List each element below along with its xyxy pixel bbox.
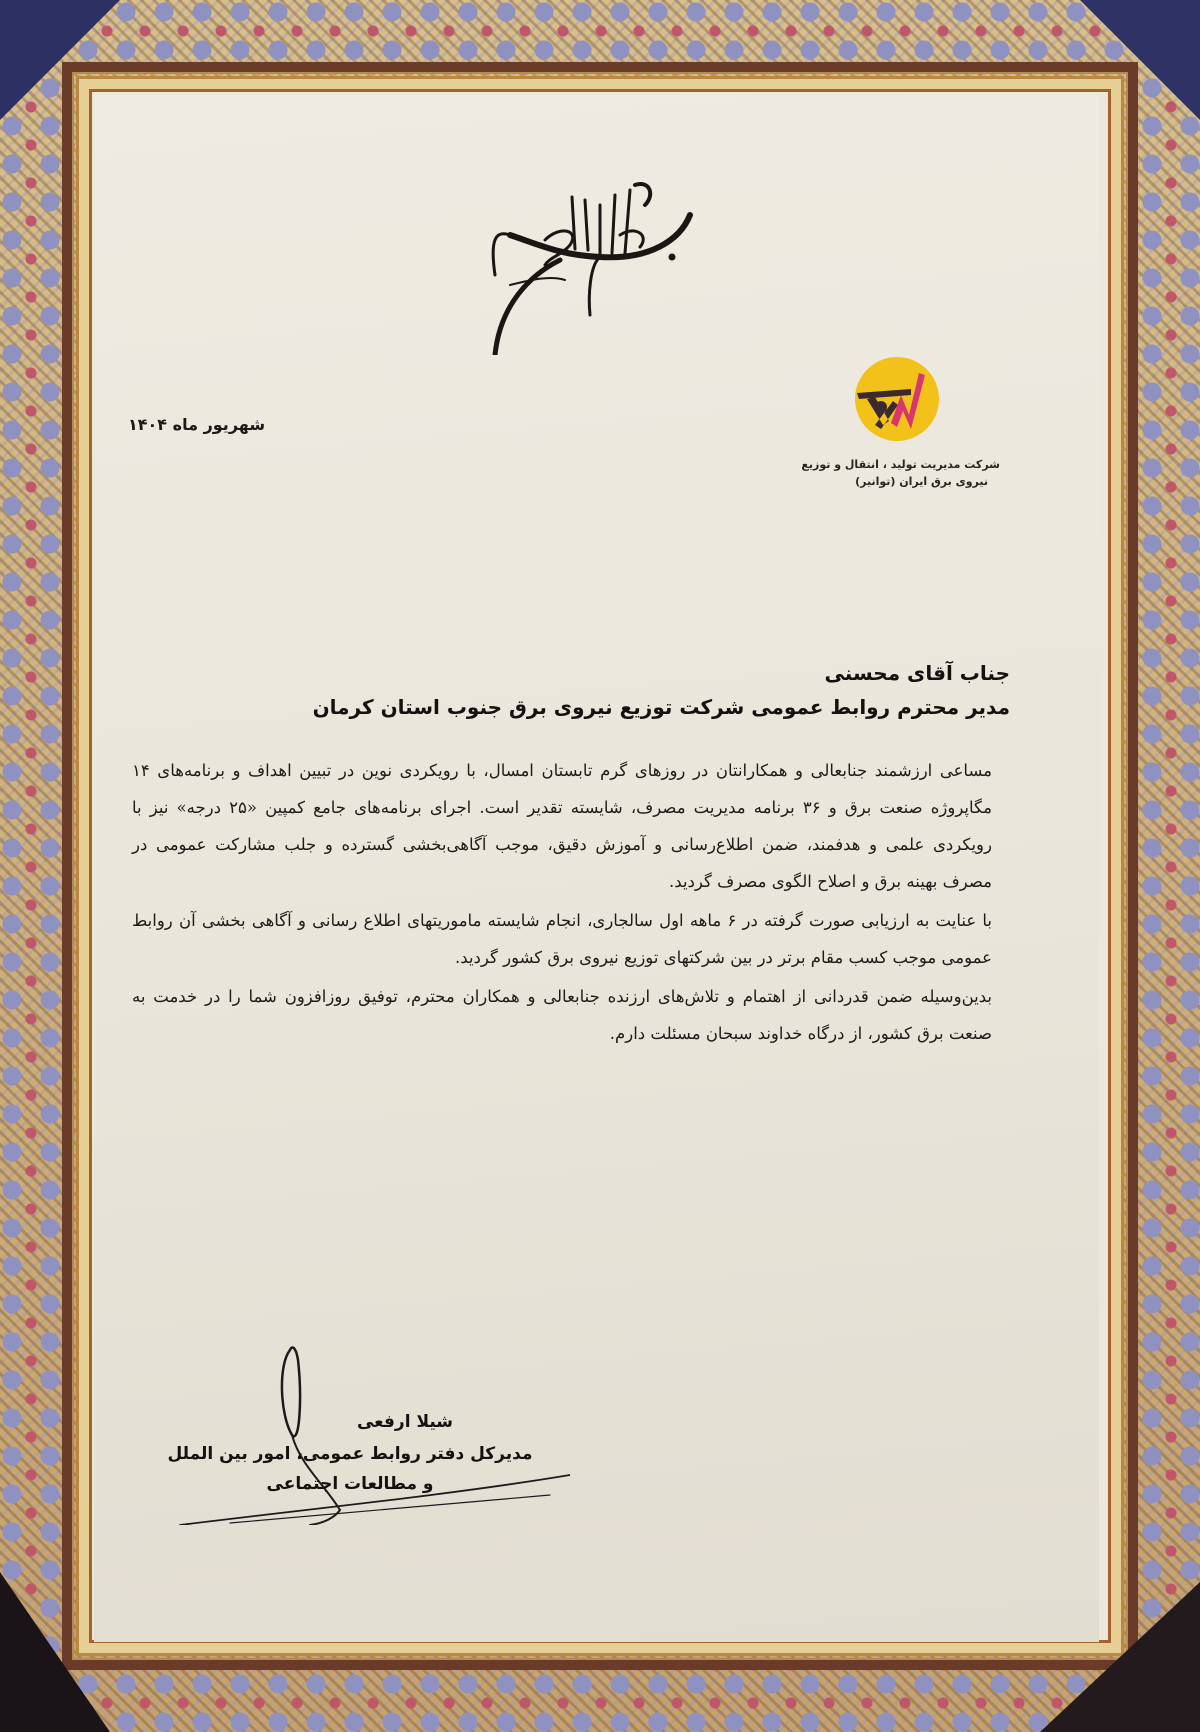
letter-date: شهریور ماه ۱۴۰۴ [128,415,266,434]
recipient-title: مدیر محترم روابط عمومی شرکت توزیع نیروی برق جنوب استان کرمان [312,695,1010,719]
background-corner-top-left [0,0,120,120]
background-corner-bottom-right [1040,1582,1200,1732]
body-paragraph-3: بدین‌وسیله ضمن قدردانی از اهتمام و تلاش‌های ارزنده جنابعالی و همکاران محترم، توفیق روزافزون شما را در خدمت به صنعت برق کشور، از درگاه خداوند سبحان مسئلت دارم. [132,987,992,1043]
body-paragraph-2: با عنایت به ارزیابی صورت گرفته در ۶ ماهه اول سالجاری، انجام شایسته ماموریتهای اطلاع رسانی و آگاهی بخشی آن روابط عمومی موجب کسب مقام برتر در بین شرکتهای توزیع نیروی برق کشور گردید. [132,911,992,967]
signer-role-line1: مدیرکل دفتر روابط عمومی، امور بین الملل [167,1444,533,1464]
signer-role-line2: و مطالعات اجتماعی [266,1474,434,1494]
signer-name: شیلا ارفعی [356,1412,454,1432]
bismillah-calligraphy [450,165,760,355]
tavanir-logo-icon [853,355,941,443]
organization-name-line1: شرکت مدیریت تولید ، انتقال و توزیع [801,458,1000,471]
body-paragraph-1: مساعی ارزشمند جنابعالی و همکارانتان در روزهای گرم تابستان امسال، با رویکردی نوین در تبیین اهداف و برنامه‌های ۱۴ مگاپروژه صنعت برق و ۳۶ برنامه مدیریت مصرف، شایسته تقدیر است. اجرای برنامه‌های جامع کمپین «۲۵ درجه» نیز با رویکردی علمی و هدفمند، ضمن اطلاع‌رسانی و آموزش دقیق، موجب آگاهی‌بخشی گسترده و جلب مشارکت عمومی در مصرف بهینه برق و اصلاح الگوی مصرف گردید. [132,761,992,891]
recipient-block [210,655,1010,723]
organization-name-line2: نیروی برق ایران (توانیر) [855,475,988,488]
signature-block [150,1405,550,1499]
organization-name [770,456,1000,490]
background-corner-bottom-left [0,1572,110,1732]
letter-body [132,752,992,1054]
recipient-name: جناب آقای محسنی [824,661,1010,685]
background-corner-top-right [1080,0,1200,120]
